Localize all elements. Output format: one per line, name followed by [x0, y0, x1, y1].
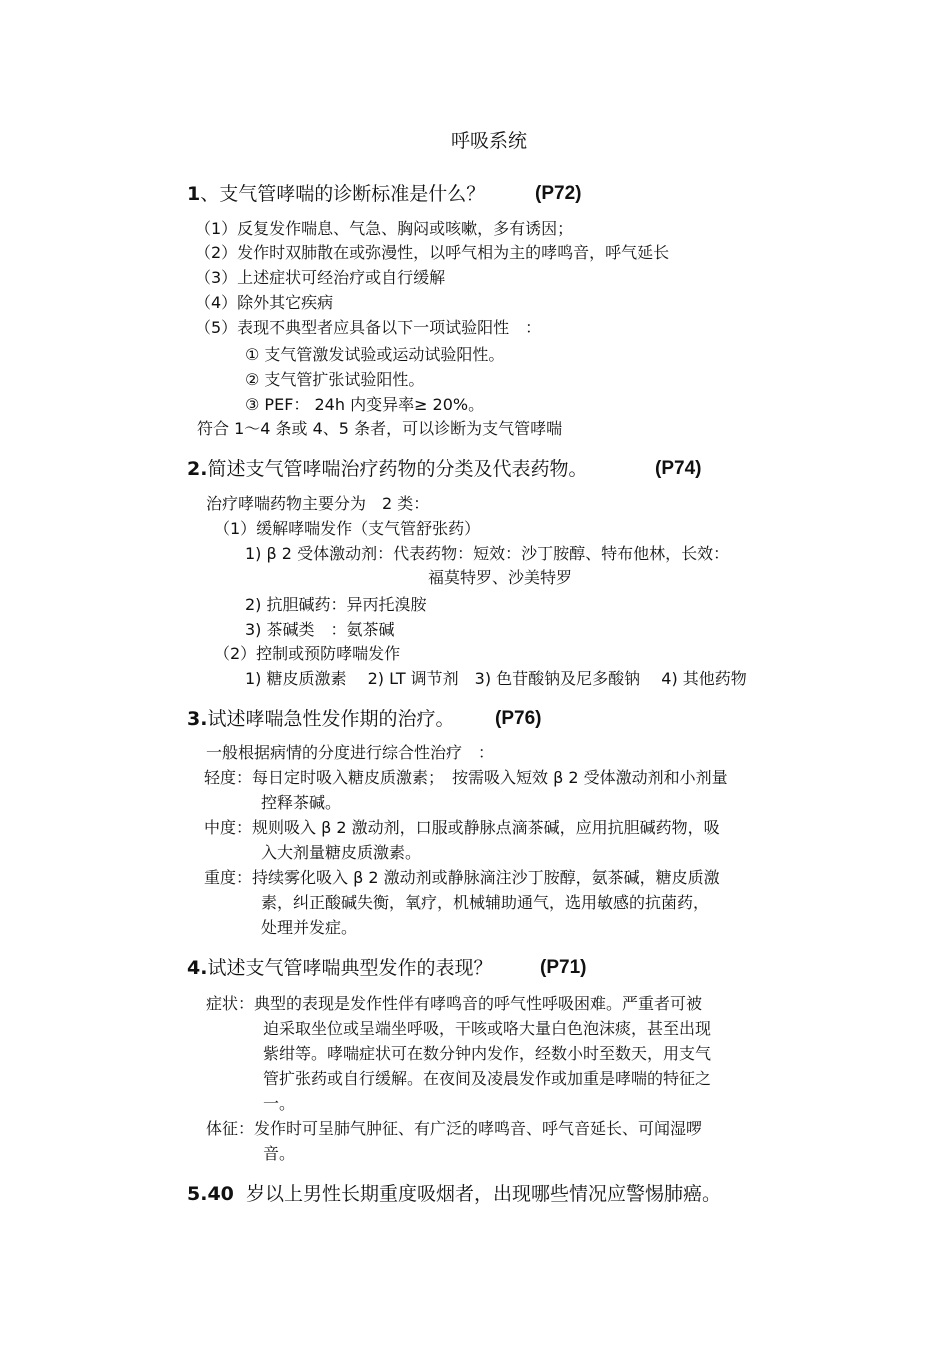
q1-item-3: （3）上述症状可经治疗或自行缓解 — [195, 268, 446, 287]
q4-line-5: 一。 — [263, 1094, 296, 1113]
q2-intro: 治疗哮喘药物主要分为 2 类： — [206, 494, 430, 513]
q1-subitem-1: ① 支气管激发试验或运动试验阳性。 — [245, 345, 505, 364]
question-1-number: 1 — [187, 183, 201, 205]
question-2-title: 简述支气管哮喘治疗药物的分类及代表药物。 — [207, 458, 588, 480]
q4-line-3: 紫绀等。哮喘症状可在数分钟内发作，经数小时至数天，用支气 — [263, 1044, 712, 1063]
q3-line-7: 处理并发症。 — [261, 918, 358, 937]
q4-line-4: 管扩张药或自行缓解。在夜间及凌晨发作或加重是哮喘的特征之 — [263, 1069, 712, 1088]
q2-cat1-item-3: 3) 茶碱类 ：氨茶碱 — [245, 620, 395, 639]
q3-intro: 一般根据病情的分度进行综合性治疗 ： — [206, 743, 495, 762]
question-1-ref: (P72) — [535, 183, 582, 204]
question-5-heading — [187, 1182, 721, 1206]
question-3-title: 试述哮喘急性发作期的治疗。 — [207, 708, 455, 730]
q4-line-1: 症状：典型的表现是发作性伴有哮鸣音的呼气性呼吸困难。严重者可被 — [206, 994, 703, 1013]
q1-subitem-2: ② 支气管扩张试验阳性。 — [245, 370, 425, 389]
q1-item-1: （1）反复发作喘息、气急、胸闷或咳嗽，多有诱因； — [195, 219, 574, 238]
q3-line-2: 控释茶碱。 — [261, 793, 342, 812]
question-3-ref: (P76) — [495, 708, 542, 729]
question-1-title: 、支气管哮喘的诊断标准是什么？ — [200, 183, 486, 205]
question-4-number: 4. — [187, 957, 208, 979]
q1-subitem-3: ③ PEF： 24h 内变异率≥ 20%。 — [245, 395, 485, 414]
question-2-number: 2. — [187, 458, 208, 480]
q2-cat1-item-1-cont: 福莫特罗、沙美特罗 — [428, 568, 573, 587]
question-4-ref: (P71) — [540, 957, 587, 978]
q3-line-5: 重度：持续雾化吸入 β 2 激动剂或静脉滴注沙丁胺醇，氨茶碱，糖皮质激 — [204, 868, 720, 887]
q2-cat1-item-1: 1) β 2 受体激动剂：代表药物：短效：沙丁胺醇、特布他林，长效： — [245, 544, 730, 563]
question-3-heading — [187, 707, 454, 731]
q1-item-4: （4）除外其它疾病 — [195, 293, 334, 312]
q2-category-2: （2）控制或预防哮喘发作 — [214, 644, 401, 663]
q4-line-2: 迫采取坐位或呈端坐呼吸，干咳或咯大量白色泡沫痰，甚至出现 — [263, 1019, 712, 1038]
q3-line-1: 轻度：每日定时吸入糖皮质激素； 按需吸入短效 β 2 受体激动剂和小剂量 — [204, 768, 728, 787]
question-4-heading — [187, 956, 492, 980]
question-2-heading — [187, 457, 587, 481]
q3-line-3: 中度：规则吸入 β 2 激动剂，口服或静脉点滴茶碱，应用抗胆碱药物，吸 — [204, 818, 720, 837]
q2-cat2-items: 1) 糖皮质激素 2) LT 调节剂 3) 色苷酸钠及尼多酸钠 4) 其他药物 — [245, 669, 747, 688]
question-2-ref: (P74) — [655, 458, 702, 479]
q1-conclusion: 符合 1～4 条或 4、5 条者，可以诊断为支气管哮喘 — [197, 419, 563, 438]
q1-item-5: （5）表现不典型者应具备以下一项试验阳性 ： — [195, 318, 542, 337]
question-5-number: 5.40 — [187, 1183, 234, 1205]
q3-line-4: 入大剂量糖皮质激素。 — [261, 843, 422, 862]
question-1-heading — [187, 182, 485, 206]
q3-line-6: 素，纠正酸碱失衡，氧疗，机械辅助通气，选用敏感的抗菌药， — [261, 893, 710, 912]
q4-line-6: 体征：发作时可呈肺气肿征、有广泛的哮鸣音、呼气音延长、可闻湿啰 — [206, 1119, 703, 1138]
q2-category-1: （1）缓解哮喘发作（支气管舒张药） — [214, 519, 481, 538]
question-5-title: 岁以上男性长期重度吸烟者，出现哪些情况应警惕肺癌。 — [245, 1183, 721, 1205]
q2-cat1-item-2: 2) 抗胆碱药：异丙托溴胺 — [245, 595, 427, 614]
question-4-title: 试述支气管哮喘典型发作的表现？ — [207, 957, 493, 979]
q1-item-2: （2）发作时双肺散在或弥漫性，以呼气相为主的哮鸣音，呼气延长 — [195, 243, 670, 262]
q4-line-7: 音。 — [263, 1144, 296, 1163]
page-title: 呼吸系统 — [451, 130, 528, 152]
question-3-number: 3. — [187, 708, 208, 730]
